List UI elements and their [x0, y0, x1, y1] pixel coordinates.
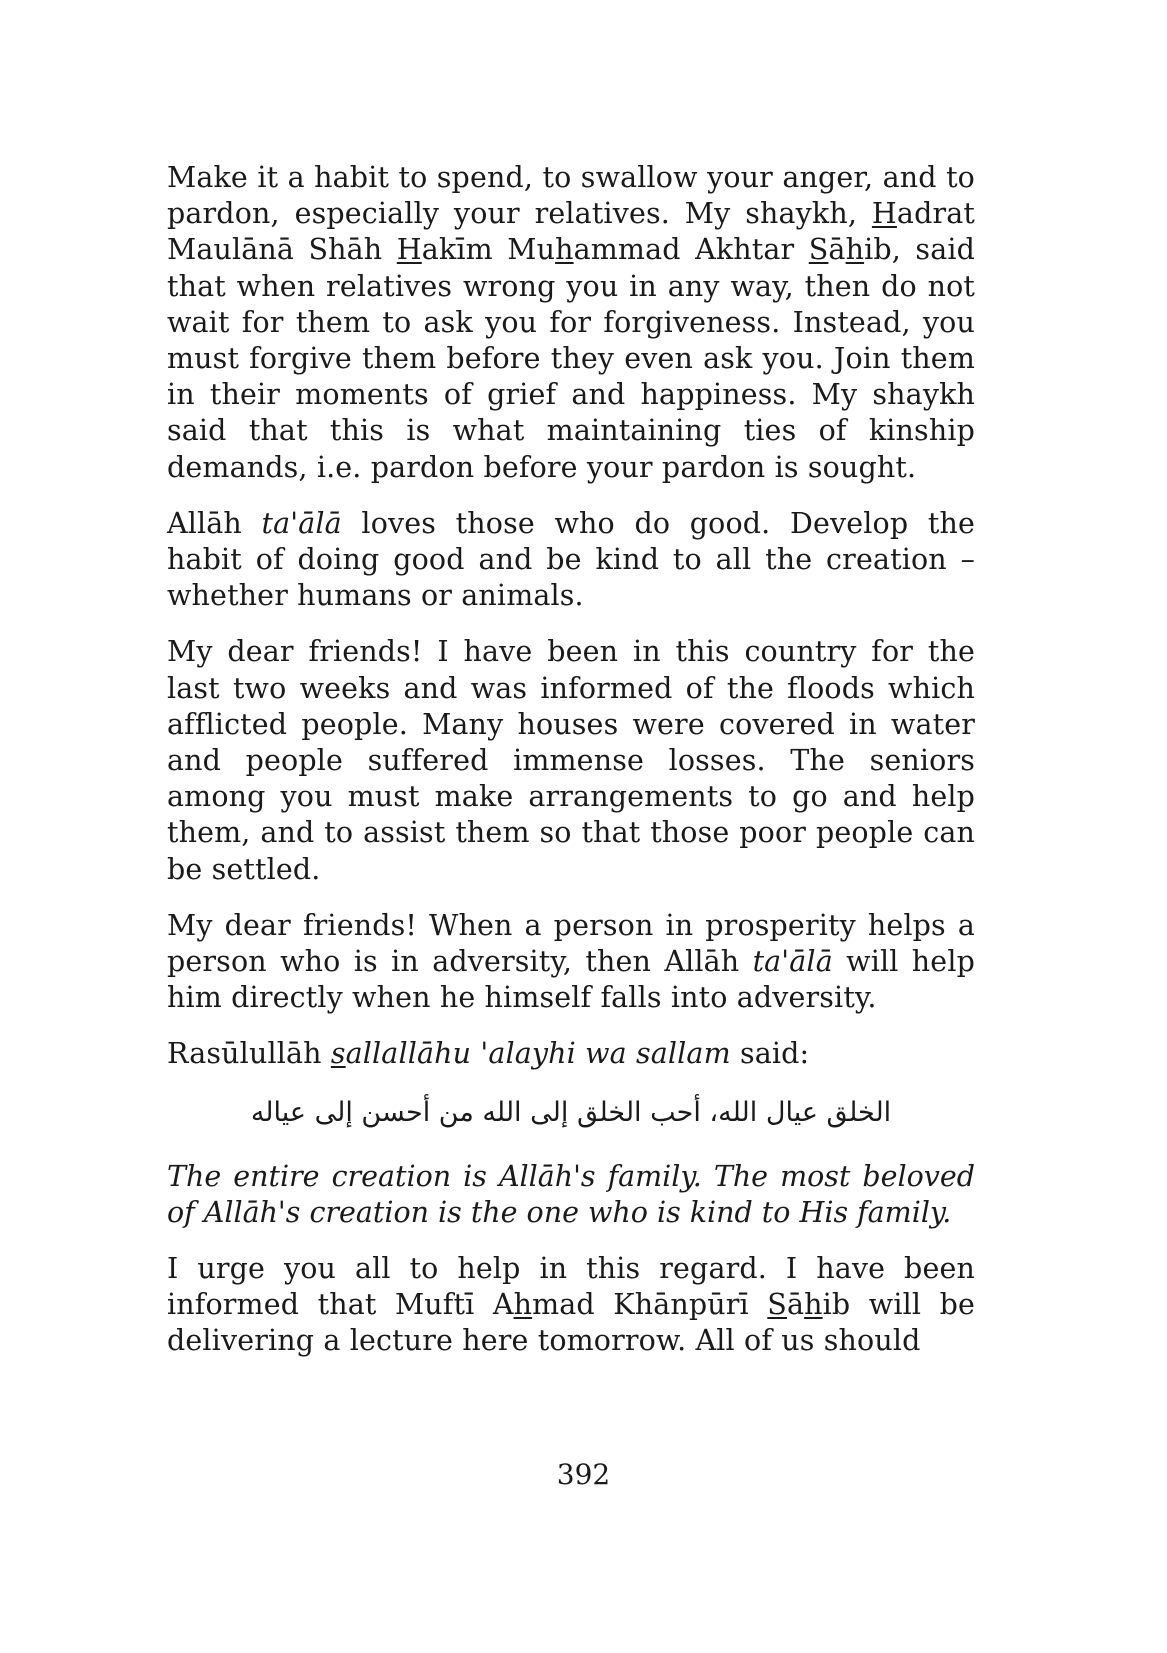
underlined-letter: h	[513, 1288, 533, 1322]
paragraph-floods: My dear friends! I have been in this country for the last two weeks and was informed of the floods which afflicted people. Many houses were covered in water and people suffered immense losses. The seniors among you must make arrangements to go and help them, and to assist them so that those poor people can be settled.	[167, 635, 975, 886]
italic-text: ta'ālā	[261, 506, 342, 540]
text: ib, said that when relatives wrong you in any way, then do not wait for them to ask you for forgiveness. Instead, you must forgive them before they even ask you. Join them in their moments of grief and happiness. My shaykh said that this is what maintaining ties of kinship demands, i.e. pardon before your pardon is sought.	[167, 233, 975, 484]
underlined-letter: h	[555, 233, 574, 267]
text: rat Maulānā Shāh	[167, 197, 975, 267]
text: Allāh	[167, 506, 262, 540]
arabic-hadith: الخلق عيال الله، أحب الخلق إلى الله من أحسن إلى عياله	[250, 1096, 892, 1128]
text: mad Khānpūrī	[532, 1288, 768, 1322]
paragraph-doing-good	[167, 506, 975, 615]
text: said:	[730, 1037, 810, 1071]
paragraph-habit-of-pardon	[167, 160, 975, 486]
text: Rasūlullāh	[167, 1037, 331, 1071]
underlined-letter: h	[845, 233, 865, 267]
underlined-letter: H	[871, 197, 897, 231]
text: ā	[828, 233, 846, 267]
text: ā	[786, 1288, 805, 1322]
italic-text: ta'ālā	[752, 945, 833, 979]
text: Make it a habit to spend, to swallow your anger, and to pardon, especially your relatives. My shaykh,	[167, 161, 975, 231]
hadith-translation: The entire creation is Allāh's family. The most beloved of Allāh's creation is the one who is kind to His family.	[167, 1159, 975, 1229]
text: ammad Akhtar	[573, 233, 809, 267]
underlined-letter: h	[804, 1288, 823, 1322]
text: will help him directly when he himself falls into adversity.	[167, 945, 975, 1015]
underlined-letter: s	[330, 1037, 346, 1071]
paragraph-lecture	[167, 1251, 975, 1360]
text: loves those who do good. Develop the habit of doing good and be kind to all the creation – whether humans or animals.	[167, 506, 975, 613]
text: ad	[896, 197, 933, 231]
underlined-letter: S	[808, 233, 829, 267]
page-number: 392	[556, 1458, 611, 1491]
page-content	[167, 160, 975, 1380]
paragraph-hadith-intro	[167, 1036, 975, 1072]
text: My dear friends! When a person in prosperity helps a person who is in adversity, then Allāh	[167, 908, 975, 979]
text: ib will be delivering a lecture here tomorrow. All of us should	[167, 1288, 975, 1358]
text: akīm Mu	[421, 233, 556, 267]
text: I urge you all to help in this regard. I have been informed that Muftī A	[167, 1252, 975, 1322]
paragraph-prosperity	[167, 908, 975, 1017]
italic-text: allallāhu 'alayhi wa sallam	[345, 1037, 731, 1071]
underlined-letter: H	[396, 233, 422, 267]
underlined-letter: S	[767, 1288, 787, 1322]
